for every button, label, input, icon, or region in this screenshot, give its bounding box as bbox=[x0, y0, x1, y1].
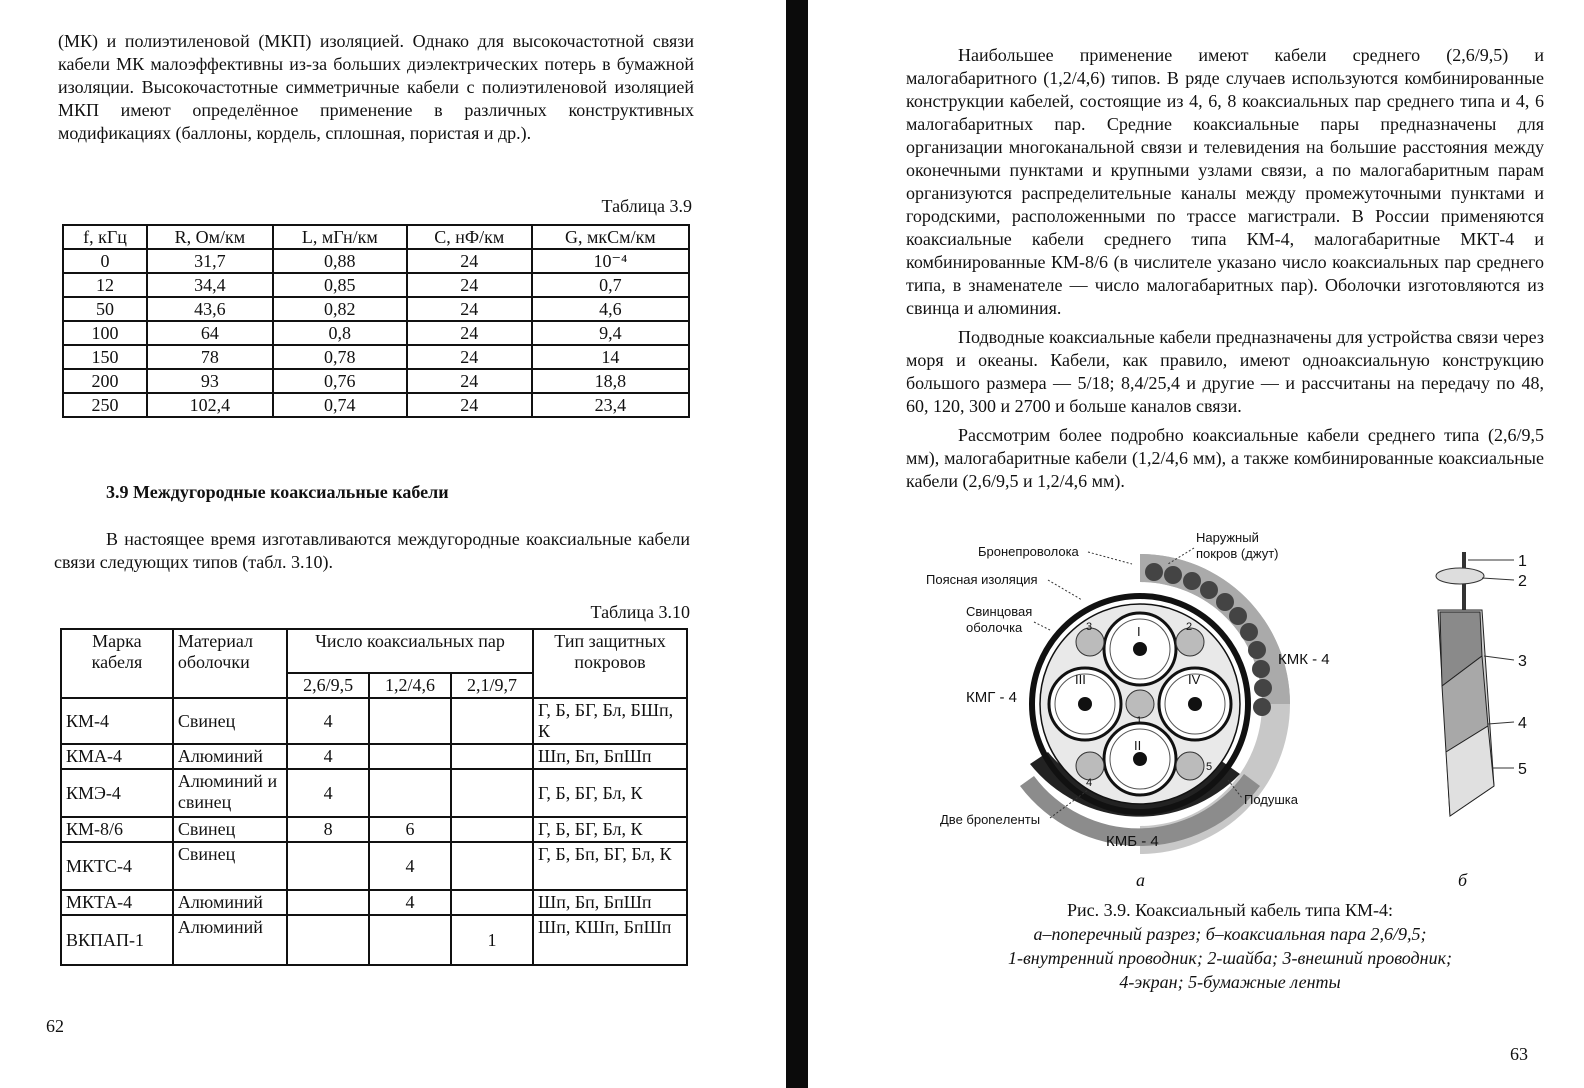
section-text: В настоящее время изготавливаются междугородные коаксиальные кабели связи следующих типов (табл. 3.10). bbox=[54, 529, 690, 572]
table-row bbox=[61, 744, 687, 769]
section-paragraph bbox=[54, 528, 690, 574]
col-header: L, мГн/км bbox=[273, 225, 407, 249]
table-cell: 0,88 bbox=[273, 249, 407, 273]
label-armor-wire: Бронепроволока bbox=[978, 544, 1079, 559]
table-cell: Шп, КШп, БпШп bbox=[533, 915, 687, 965]
table-cell: КМЭ-4 bbox=[61, 769, 173, 817]
table-cell: 4 bbox=[369, 842, 451, 890]
table-cell: 18,8 bbox=[532, 369, 689, 393]
quad-label: 4 bbox=[1086, 777, 1093, 789]
table-row bbox=[61, 890, 687, 915]
table-cell: 78 bbox=[147, 345, 273, 369]
caption-line: а–поперечный разрез; б–коаксиальная пара 2,6/9,5; bbox=[1033, 924, 1427, 944]
table-row bbox=[61, 817, 687, 842]
table-cell: 93 bbox=[147, 369, 273, 393]
table-header-row bbox=[61, 629, 687, 673]
table-cell: 14 bbox=[532, 345, 689, 369]
table-cell: Г, Б, БГ, Бл, К bbox=[533, 769, 687, 817]
quad-label: 1 bbox=[1136, 715, 1143, 727]
col-header: f, кГц bbox=[63, 225, 147, 249]
paragraph-3: Рассмотрим более подробно коаксиальные кабели среднего типа (2,6/9,5 мм), малогабаритные кабели (1,2/4,6 мм), а также комбинированные коаксиальные кабели (2,6/9,5 и 1,2/4,6 мм). bbox=[906, 425, 1544, 491]
table-cell: 0 bbox=[63, 249, 147, 273]
col-header: Материал оболочки bbox=[173, 629, 287, 698]
washer bbox=[1436, 568, 1484, 584]
page-number-left: 62 bbox=[46, 1016, 64, 1036]
table-cell: Шп, Бп, БпШп bbox=[533, 744, 687, 769]
col-header: Тип защитных покровов bbox=[533, 629, 687, 698]
table-row bbox=[63, 249, 689, 273]
label-belt-insulation: Поясная изоляция bbox=[926, 572, 1038, 587]
table-cell: 0,85 bbox=[273, 273, 407, 297]
table-cell: ВКПАП-1 bbox=[61, 915, 173, 965]
page-number-right: 63 bbox=[1510, 1044, 1528, 1064]
table-header-row bbox=[63, 225, 689, 249]
table-row bbox=[63, 273, 689, 297]
table-row bbox=[63, 321, 689, 345]
table-cell: Свинец bbox=[173, 817, 287, 842]
table-cell: КМ-4 bbox=[61, 698, 173, 744]
col-header: R, Ом/км bbox=[147, 225, 273, 249]
section-heading: 3.9 Междугородные коаксиальные кабели bbox=[106, 482, 449, 502]
table-cell: Алюминий bbox=[173, 744, 287, 769]
pair-label: II bbox=[1134, 738, 1142, 753]
table-row bbox=[61, 769, 687, 817]
table-cell bbox=[451, 744, 533, 769]
callout-2: 2 bbox=[1518, 573, 1527, 590]
table-cell: 34,4 bbox=[147, 273, 273, 297]
table-cell: 24 bbox=[407, 345, 532, 369]
table-cell: МКТА-4 bbox=[61, 890, 173, 915]
callout-5: 5 bbox=[1518, 761, 1527, 778]
table-cell bbox=[451, 890, 533, 915]
table-cell: Г, Б, БГ, Бл, БШп, К bbox=[533, 698, 687, 744]
label-lead-sheath-2: оболочка bbox=[966, 620, 1023, 635]
table-cell bbox=[451, 769, 533, 817]
table-cell: 4 bbox=[287, 769, 369, 817]
table-cell: Г, Б, БГ, Бл, К bbox=[533, 817, 687, 842]
table-cell bbox=[451, 698, 533, 744]
table-cell: 0,82 bbox=[273, 297, 407, 321]
table-cell: 50 bbox=[63, 297, 147, 321]
label-kmg: КМГ - 4 bbox=[966, 689, 1018, 706]
table-cell: МКТС-4 bbox=[61, 842, 173, 890]
table-cell: 4 bbox=[369, 890, 451, 915]
figure-caption bbox=[940, 898, 1520, 994]
table-row bbox=[63, 345, 689, 369]
pair-label: I bbox=[1137, 624, 1141, 639]
col-subheader: 1,2/4,6 bbox=[369, 673, 451, 698]
col-subheader: 2,6/9,5 bbox=[287, 673, 369, 698]
table-cell: 24 bbox=[407, 297, 532, 321]
table-cell: 1 bbox=[451, 915, 533, 965]
callout-3: 3 bbox=[1518, 653, 1527, 670]
table-cell bbox=[451, 817, 533, 842]
table-cell: Алюминий и свинец bbox=[173, 769, 287, 817]
table-cell: 0,7 bbox=[532, 273, 689, 297]
table-row bbox=[63, 297, 689, 321]
table-cell: Свинец bbox=[173, 842, 287, 890]
col-header: G, мкСм/км bbox=[532, 225, 689, 249]
pair-label: IV bbox=[1188, 672, 1201, 687]
table-cell: Свинец bbox=[173, 698, 287, 744]
table-cell bbox=[369, 915, 451, 965]
callout-1: 1 bbox=[1518, 553, 1527, 570]
table-cell: 24 bbox=[407, 369, 532, 393]
table-cell: 4 bbox=[287, 698, 369, 744]
table-cell bbox=[287, 890, 369, 915]
table-cell bbox=[369, 769, 451, 817]
table-cell: КМ-8/6 bbox=[61, 817, 173, 842]
table-cell: Алюминий bbox=[173, 915, 287, 965]
table-cell: 31,7 bbox=[147, 249, 273, 273]
label-kmb: КМБ - 4 bbox=[1106, 833, 1159, 850]
intro-text: (МК) и полиэтиленовой (МКП) изоляцией. Однако для высокочастотной связи кабели МК малоэффективны из-за больших диэлектрических потерь в бумажной изоляции. Высокочастотные симметричные кабели с полиэтиленовой изоляцией МКП имеют определённое применение в различных конструктивных модификациях (баллоны, кордель, сплошная, пористая и др.). bbox=[58, 31, 694, 143]
intro-paragraph bbox=[58, 30, 694, 145]
table-cell: Г, Б, Бп, БГ, Бл, К bbox=[533, 842, 687, 890]
table-cell: 9,4 bbox=[532, 321, 689, 345]
label-outer-cover-2: покров (джут) bbox=[1196, 546, 1279, 561]
table-cell: 4,6 bbox=[532, 297, 689, 321]
caption-line: 1-внутренний проводник; 2-шайба; 3-внешний проводник; bbox=[1007, 948, 1453, 968]
table-row bbox=[63, 393, 689, 417]
sublabel-a: а bbox=[1136, 870, 1145, 890]
table-cell bbox=[369, 744, 451, 769]
right-paragraphs bbox=[906, 44, 1544, 493]
callout-4: 4 bbox=[1518, 715, 1527, 732]
table-cell: 102,4 bbox=[147, 393, 273, 417]
table-cell: Шп, Бп, БпШп bbox=[533, 890, 687, 915]
table-cell: 8 bbox=[287, 817, 369, 842]
table-cell: 24 bbox=[407, 321, 532, 345]
table-cell bbox=[451, 842, 533, 890]
table-3-10 bbox=[60, 628, 688, 966]
pair-label: III bbox=[1075, 672, 1086, 687]
table-cell: 6 bbox=[369, 817, 451, 842]
table-cell: 24 bbox=[407, 393, 532, 417]
col-header: Марка кабеля bbox=[61, 629, 173, 698]
table-cell: 0,8 bbox=[273, 321, 407, 345]
paragraph-1: Наибольшее применение имеют кабели среднего (2,6/9,5) и малогабаритного (1,2/4,6) типов. В ряде случаев используются комбинированные конструкции кабелей, состоящие из 4, 6, 8 коаксиальных пар среднего типа и 4, 6 малогабаритных пар. Средние коаксиальные пары предназначены для организации многоканальной связи и телевидения на большие расстояния между оконечными пунктами и крупными узлами связи, а по малогабаритным парам организуются распределительные каналы между промежуточными пунктами и городскими, расположенными по трассе магистрали. В России применяются коаксиальные кабели среднего типа КМ-4, малогабаритные МКТ-4 и комбинированные КМ-8/6 (в числителе указано число коаксиальных пар среднего типа, в знаменателе — число малогабаритных пар). Оболочки изготовляются из свинца и алюминия. bbox=[906, 45, 1544, 318]
table-cell bbox=[287, 842, 369, 890]
cable-cross-section-figure bbox=[910, 524, 1380, 864]
table-cell: Алюминий bbox=[173, 890, 287, 915]
col-header: C, нФ/км bbox=[407, 225, 532, 249]
table-cell: 0,78 bbox=[273, 345, 407, 369]
table-cell: 250 bbox=[63, 393, 147, 417]
table-cell: 0,76 bbox=[273, 369, 407, 393]
table-cell: 150 bbox=[63, 345, 147, 369]
table-cell: 43,6 bbox=[147, 297, 273, 321]
left-page bbox=[0, 0, 780, 1088]
quad-label: 5 bbox=[1206, 761, 1213, 773]
right-page bbox=[820, 0, 1584, 1088]
caption-line: 4-экран; 5-бумажные ленты bbox=[1119, 972, 1341, 992]
table-cell: КМА-4 bbox=[61, 744, 173, 769]
caption-line: Рис. 3.9. Коаксиальный кабель типа КМ-4: bbox=[1066, 900, 1394, 920]
label-kmk: КМК - 4 bbox=[1278, 651, 1330, 668]
table-cell: 0,74 bbox=[273, 393, 407, 417]
table-cell: 23,4 bbox=[532, 393, 689, 417]
label-cushion: Подушка bbox=[1244, 792, 1299, 807]
paragraph-2: Подводные коаксиальные кабели предназначены для устройства связи через моря и океаны. Кабели, как правило, имеют одноаксиальную конструкцию большого размера — 5/18; 8,4/25,4 и другие — и рассчитаны на передачу по 48, 60, 120, 300 и 2700 и больше каналов связи. bbox=[906, 327, 1544, 416]
table-3-9 bbox=[62, 224, 690, 418]
table-cell bbox=[287, 915, 369, 965]
table-cell bbox=[369, 698, 451, 744]
col-header: Число коаксиальных пар bbox=[287, 629, 533, 673]
table-cell: 12 bbox=[63, 273, 147, 297]
table-cell: 4 bbox=[287, 744, 369, 769]
table39-caption: Таблица 3.9 bbox=[601, 196, 692, 216]
table-row bbox=[61, 915, 687, 965]
sublabel-b: б bbox=[1458, 870, 1468, 890]
quad-label: 3 bbox=[1086, 621, 1093, 633]
table-cell: 64 bbox=[147, 321, 273, 345]
col-subheader: 2,1/9,7 bbox=[451, 673, 533, 698]
table-cell: 200 bbox=[63, 369, 147, 393]
table-cell: 100 bbox=[63, 321, 147, 345]
table-row bbox=[61, 698, 687, 744]
table-row bbox=[63, 369, 689, 393]
coax-pair-figure bbox=[1408, 546, 1538, 826]
label-outer-cover-1: Наружный bbox=[1196, 530, 1259, 545]
quad-label: 2 bbox=[1186, 621, 1193, 633]
table-row bbox=[61, 842, 687, 890]
table-cell: 24 bbox=[407, 273, 532, 297]
table-cell: 24 bbox=[407, 249, 532, 273]
table-cell: 10⁻⁴ bbox=[532, 249, 689, 273]
label-lead-sheath-1: Свинцовая bbox=[966, 604, 1033, 619]
book-spine bbox=[786, 0, 808, 1088]
label-two-tapes: Две броneленты bbox=[940, 812, 1041, 827]
table310-caption: Таблица 3.10 bbox=[590, 602, 690, 622]
